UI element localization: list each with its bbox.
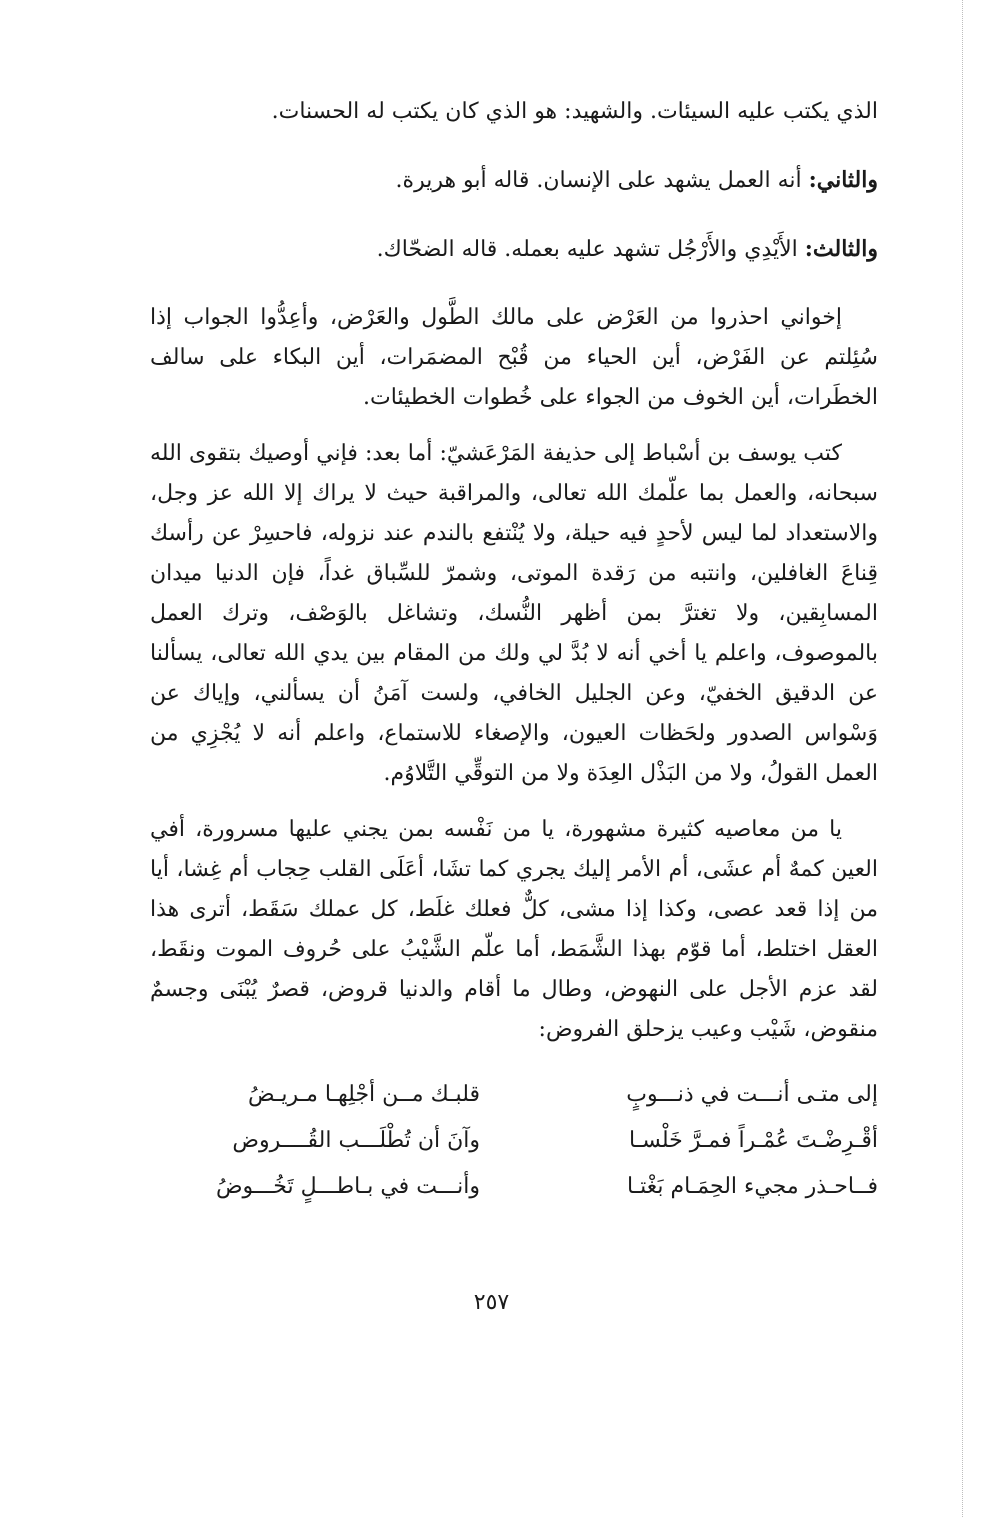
item-second-text: أنه العمل يشهد على الإنسان. قاله أبو هريرة. — [395, 168, 809, 193]
item-second — [150, 160, 878, 201]
poem-verse-second-hemistich: قلبـك مــن أجْلِهـا مـريـضُ — [248, 1082, 480, 1107]
poem-verse-first-hemistich: إلى متـى أنـــت في ذنـــوبٍ — [626, 1082, 878, 1107]
poem-verse-first-hemistich: أقْـرِضْـتَ عُمْـراً فمـرَّ خَلْسـا — [629, 1128, 878, 1153]
item-third-label: والثالث: — [804, 236, 878, 262]
paragraph-letter: كتب يوسف بن أسْباط إلى حذيفة المَرْعَشيّ: أما بعد: فإني أوصيك بتقوى الله سبحانه، والعمل بما علّمك الله تعالى، والمراقبة حيث لا يراك إلا الله عز وجل، والاستعداد لما ليس لأحدٍ فيه حيلة، ولا يُنْتفع بالندم عند نزوله، فاحسِرْ عن رأسك قِناعَ الغافلين، وانتبه من رَقدة الموتى، وشمرّ للسِّباق غداً، فإن الدنيا ميدان المسابِقين، ولا تغترَّ بمن أظهر النُّسك، وتشاغل بالوَصْف، وترك العمل بالموصوف، واعلم يا أخي أنه لا بُدَّ لي ولك من المقام بين يدي الله تعالى، يسألنا عن الدقيق الخفيّ، وعن الجليل الخافي، ولست آمَنُ أن يسألني، وإياك عن وَسْواس الصدور ولحَظات العيون، والإصغاء للاستماع، واعلم أنه لا يُجْزِي من العمل القولُ، ولا من البَذْل العِدَة ولا من التوقِّي التَّلاوُم. — [150, 441, 878, 786]
poem-verse — [150, 1118, 878, 1164]
page-number: ٢٥٧ — [473, 1290, 510, 1315]
book-page-text — [150, 92, 878, 1210]
item-third — [150, 229, 878, 270]
paragraph-brothers: إخواني احذروا من العَرْض على مالك الطَّول والعَرْض، وأعِدُّوا الجواب إذا سُئِلتم عن الفَرْض، أين الحياء من قُبْح المضمَرات، أين البكاء على سالف الخطَرات، أين الخوف من الجواء على خُطوات الخطيئات. — [150, 305, 878, 410]
poem-verse — [150, 1072, 878, 1118]
poem-verse-first-hemistich: فــاحـذر مجيء الحِمَـام بَغْتـا — [626, 1174, 878, 1199]
poem — [150, 1072, 878, 1210]
poem-verse — [150, 1164, 878, 1210]
intro-line: الذي يكتب عليه السيئات. والشهيد: هو الذي كان يكتب له الحسنات. — [271, 99, 878, 124]
paragraph-sins: يا من معاصيه كثيرة مشهورة، يا من نَفْسه بمن يجني عليها مسرورة، أفي العين كمهٌ أم عشَى، أم الأمر إليك يجري كما تشَا، أعَلَى القلب حِجاب أم غِشا، أيا من إذا قعد عصى، وكذا إذا مشى، كلٌّ فعلك غلَط، كل عملك سَقَط، أترى هذا العقل اختلط، أما قوّم بهذا الشَّمَط، أما علّم الشَّيْبُ على حُروف الموت ونقَط، لقد عزم الأجل على النهوض، وطال ما أقام والدنيا قروض، قصرٌ يُبْنَى وجسمٌ منقوض، شَيْب وعيب يزحلق الفروض: — [150, 817, 878, 1042]
poem-verse-second-hemistich: وآنَ أن تُطْلَـــب القُــــروض — [232, 1128, 480, 1153]
item-third-text: الأَيْدِي والأَرْجُل تشهد عليه بعمله. قاله الضحّاك. — [376, 237, 805, 262]
item-second-label: والثاني: — [808, 167, 878, 193]
poem-verse-second-hemistich: وأنـــت في بـاطـــلٍ تَخُـــوضُ — [215, 1174, 480, 1199]
